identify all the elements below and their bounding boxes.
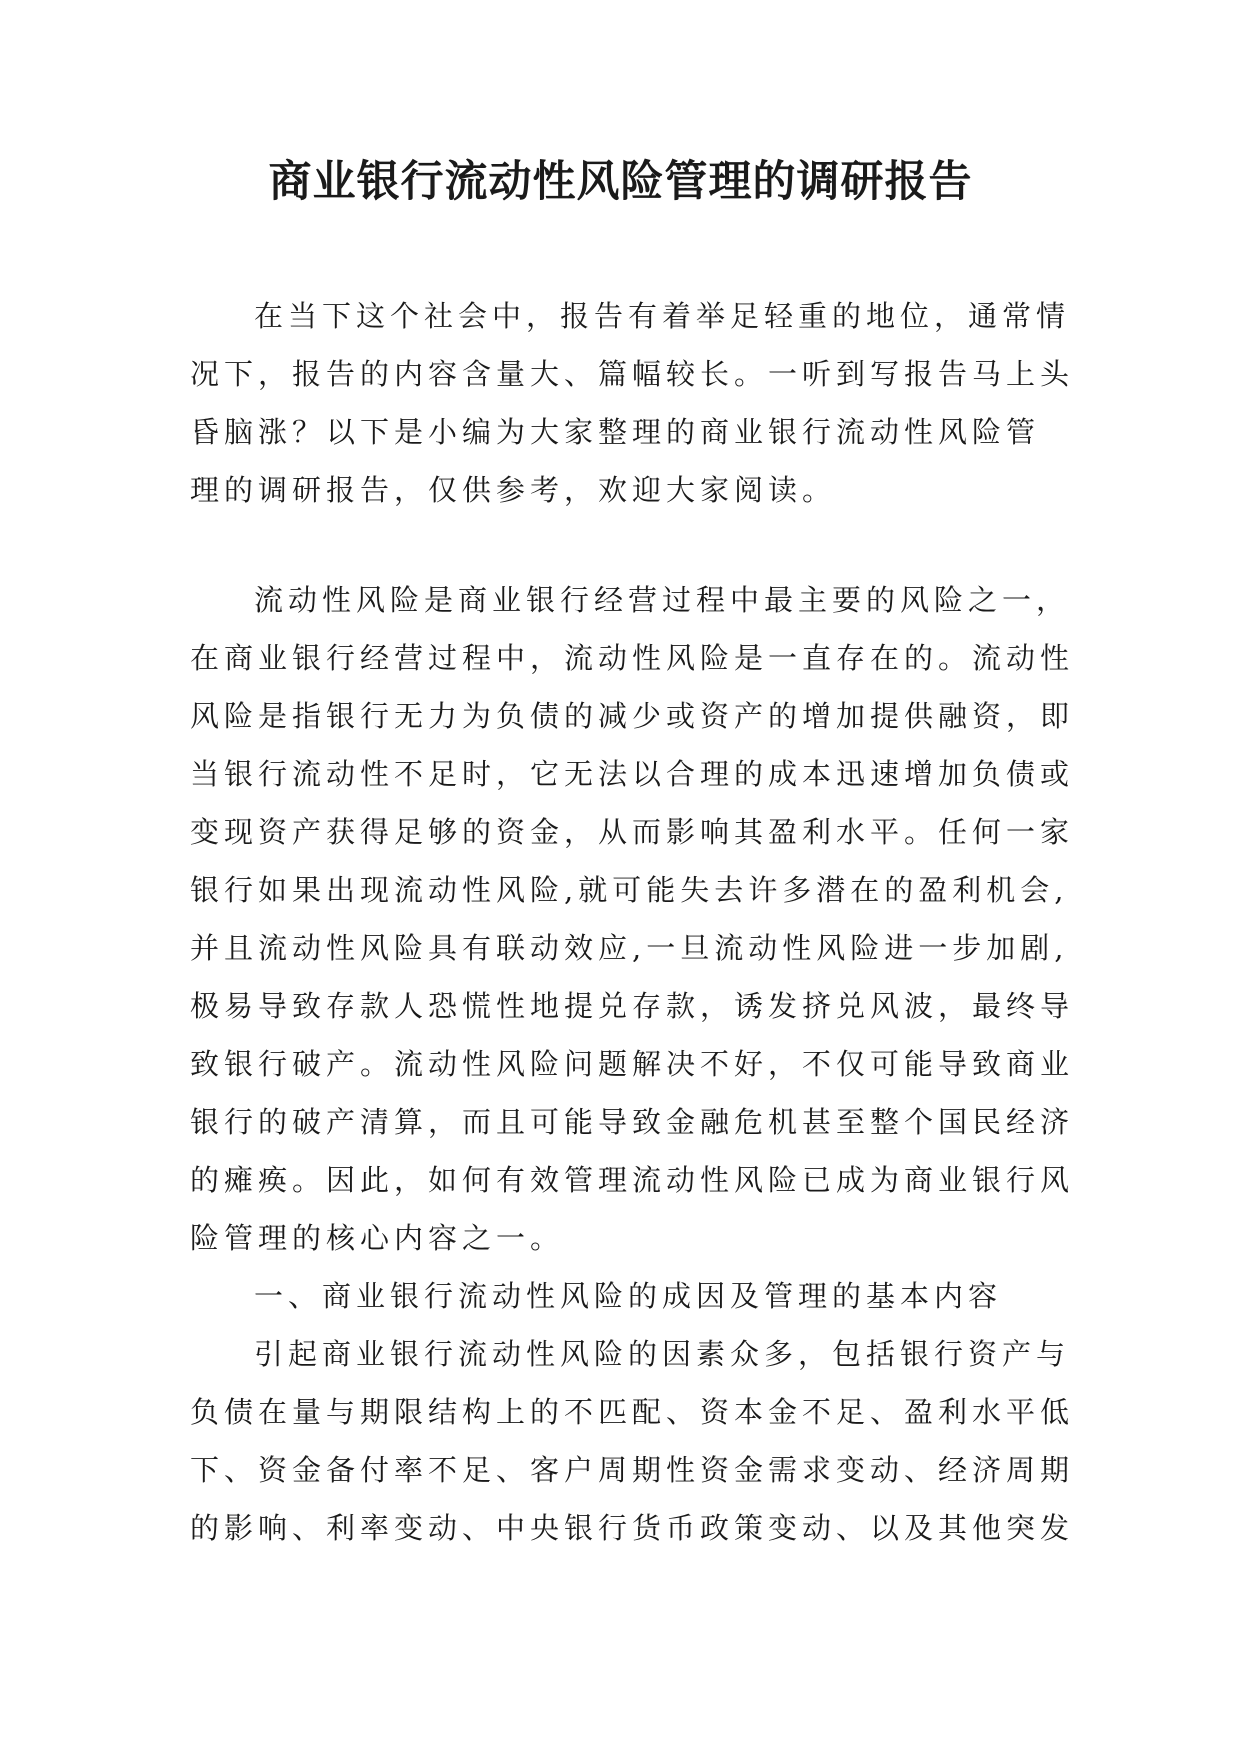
text-line: 的影响、利率变动、中央银行货币政策变动、以及其他突发 [190, 1511, 1075, 1545]
text-line: 在商业银行经营过程中，流动性风险是一直存在的。流动性 [190, 641, 1075, 675]
text-line: 下、资金备付率不足、客户周期性资金需求变动、经济周期 [190, 1453, 1075, 1487]
text-line: 理的调研报告，仅供参考，欢迎大家阅读。 [190, 473, 837, 507]
text-line: 的瘫痪。因此，如何有效管理流动性风险已成为商业银行风 [190, 1163, 1075, 1197]
body-section [190, 571, 1075, 1557]
text-line: 极易导致存款人恐慌性地提兑存款，诱发挤兑风波，最终导 [190, 989, 1075, 1023]
text-line: 银行的破产清算，而且可能导致金融危机甚至整个国民经济 [190, 1105, 1075, 1139]
text-line: 并且流动性风险具有联动效应,一旦流动性风险进一步加剧, [190, 931, 1069, 965]
text-line: 况下，报告的内容含量大、篇幅较长。一听到写报告马上头 [190, 357, 1075, 391]
text-line: 变现资产获得足够的资金，从而影响其盈利水平。任何一家 [190, 815, 1075, 849]
text-line: 流动性风险是商业银行经营过程中最主要的风险之一， [254, 583, 1071, 617]
text-line: 负债在量与期限结构上的不匹配、资本金不足、盈利水平低 [190, 1395, 1075, 1429]
text-line: 引起商业银行流动性风险的因素众多，包括银行资产与 [254, 1337, 1071, 1371]
text-line: 昏脑涨？以下是小编为大家整理的商业银行流动性风险管 [190, 415, 1041, 449]
text-line: 当银行流动性不足时，它无法以合理的成本迅速增加负债或 [190, 757, 1075, 791]
section-heading: 一、商业银行流动性风险的成因及管理的基本内容 [254, 1279, 1003, 1313]
text-line: 风险是指银行无力为负债的减少或资产的增加提供融资，即 [190, 699, 1075, 733]
intro-paragraph [190, 287, 1075, 519]
text-line: 在当下这个社会中，报告有着举足轻重的地位，通常情 [254, 299, 1071, 333]
text-line: 致银行破产。流动性风险问题解决不好，不仅可能导致商业 [190, 1047, 1075, 1081]
text-line: 险管理的核心内容之一。 [190, 1221, 565, 1255]
text-line: 银行如果出现流动性风险,就可能失去许多潜在的盈利机会, [190, 873, 1069, 907]
document-title: 商业银行流动性风险管理的调研报告 [268, 157, 973, 207]
